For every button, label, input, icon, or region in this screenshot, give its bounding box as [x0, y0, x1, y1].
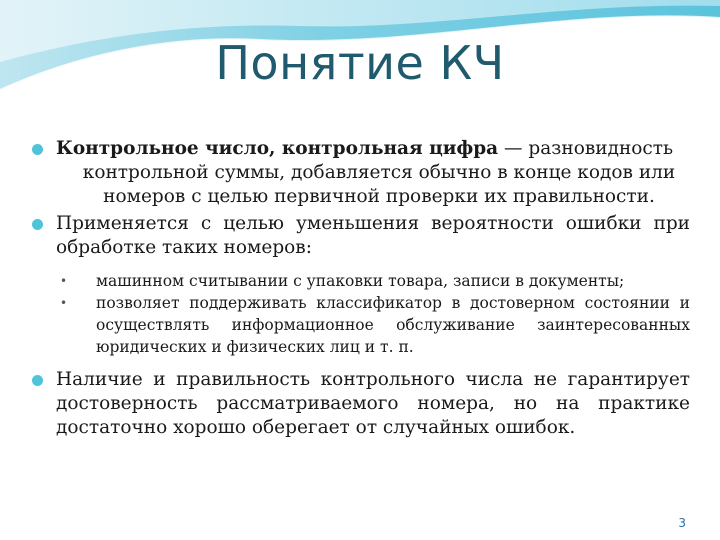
guarantee-text: Наличие и правильность контрольного числа не гарантирует достоверность рассматриваемого номера, но на практике достаточно хорошо оберегает от случайных ошибок.: [56, 369, 690, 438]
definition-text-cont: контрольной суммы, добавляется обычно в конце кодов или номеров с целью первичной проверки их правильности.: [82, 162, 676, 207]
page-title: Понятие КЧ: [215, 36, 505, 90]
bullet-dot-icon: [32, 219, 43, 230]
definition-term: Контрольное число, контрольная цифра: [56, 138, 499, 159]
page-number: 3: [678, 516, 686, 530]
sub-bullet-text: позволяет поддерживать классификатор в достоверном состоянии и осуществлять информационное обслуживание заинтересованных юридических и физических лиц и т. п.: [96, 294, 690, 356]
definition-text-line1: — разновидность: [498, 138, 674, 159]
sub-bullet-item: [60, 292, 690, 358]
bullet-purpose: [30, 212, 690, 260]
bullet-definition: [30, 137, 690, 209]
sub-bullet-item: [60, 270, 690, 292]
sub-bullet-dot-icon: •: [60, 274, 68, 288]
bullet-dot-icon: [32, 144, 43, 155]
sub-bullet-text: машинном считывании с упаковки товара, записи в документы;: [96, 272, 625, 290]
sub-bullet-dot-icon: •: [60, 296, 68, 310]
slide-content: [30, 137, 690, 443]
sub-bullet-list: [30, 270, 690, 358]
purpose-text: Применяется с целью уменьшения вероятности ошибки при обработке таких номеров:: [56, 213, 690, 258]
bullet-dot-icon: [32, 375, 43, 386]
bullet-guarantee: [30, 368, 690, 440]
